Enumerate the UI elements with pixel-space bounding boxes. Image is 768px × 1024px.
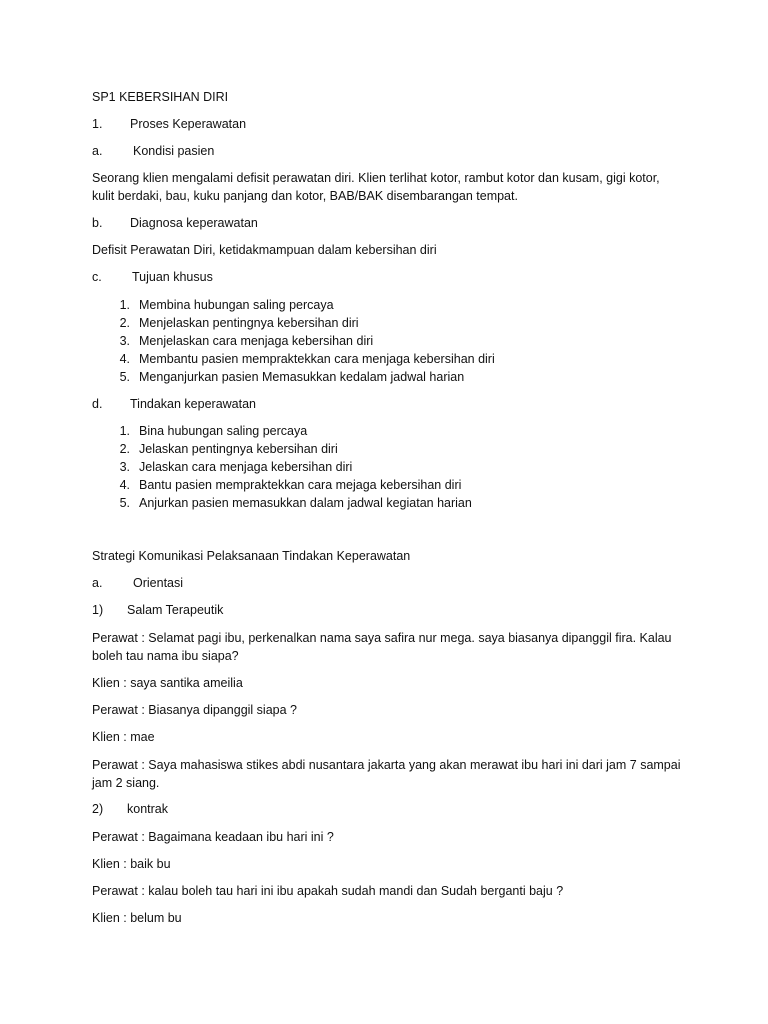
- tujuan-item-number: 4.: [119, 352, 130, 366]
- tindakan-item-number: 1.: [119, 424, 130, 438]
- tujuan-item-number: 5.: [119, 370, 130, 384]
- tujuan-item: Menjelaskan pentingnya kebersihan diri: [139, 316, 359, 330]
- tindakan-item: Jelaskan pentingnya kebersihan diri: [139, 442, 338, 456]
- tujuan-item: Menganjurkan pasien Memasukkan kedalam jadwal harian: [139, 370, 465, 384]
- tindakan-item: Anjurkan pasien memasukkan dalam jadwal kegiatan harian: [139, 496, 472, 510]
- tujuan-item-number: 2.: [119, 316, 130, 330]
- diagnosa-paragraph: Defisit Perawatan Diri, ketidakmampuan dalam kebersihan diri: [92, 243, 437, 257]
- salam-heading: Salam Terapeutik: [127, 603, 224, 617]
- subsection-a-marker: a.: [92, 144, 103, 158]
- dialog-line: Perawat : Saya mahasiswa stikes abdi nusantara jakarta yang akan merawat ibu hari ini dari jam 7 sampai jam 2 siang.: [92, 758, 681, 790]
- subsection-d-marker: d.: [92, 397, 103, 411]
- dialog-line: Klien : baik bu: [92, 857, 171, 871]
- tindakan-item-number: 4.: [119, 478, 130, 492]
- section-1-heading: Proses Keperawatan: [130, 117, 247, 131]
- section-1-marker: 1.: [92, 117, 103, 131]
- tindakan-item: Jelaskan cara menjaga kebersihan diri: [139, 460, 353, 474]
- tujuan-item: Membina hubungan saling percaya: [139, 298, 334, 312]
- dialog-line: Perawat : kalau boleh tau hari ini ibu apakah sudah mandi dan Sudah berganti baju ?: [92, 884, 564, 898]
- dialog-line: Perawat : Selamat pagi ibu, perkenalkan nama saya safira nur mega. saya biasanya dipanggil fira. Kalau boleh tau nama ibu siapa?: [92, 631, 672, 663]
- tindakan-item-number: 3.: [119, 460, 130, 474]
- strategi-heading: Strategi Komunikasi Pelaksanaan Tindakan Keperawatan: [92, 549, 411, 563]
- salam-marker: 1): [92, 603, 104, 617]
- kontrak-heading: kontrak: [127, 802, 168, 816]
- tindakan-item-number: 2.: [119, 442, 130, 456]
- tindakan-item: Bantu pasien mempraktekkan cara mejaga kebersihan diri: [139, 478, 462, 492]
- dialog-line: Perawat : Bagaimana keadaan ibu hari ini ?: [92, 830, 334, 844]
- tujuan-item: Membantu pasien mempraktekkan cara menjaga kebersihan diri: [139, 352, 495, 366]
- subsection-b-heading: Diagnosa keperawatan: [130, 216, 258, 230]
- dialog-line: Perawat : Biasanya dipanggil siapa ?: [92, 703, 297, 717]
- subsection-a-heading: Kondisi pasien: [133, 144, 215, 158]
- orientasi-heading: Orientasi: [133, 576, 184, 590]
- dialog-line: Klien : mae: [92, 730, 155, 744]
- tujuan-item: Menjelaskan cara menjaga kebersihan diri: [139, 334, 374, 348]
- tindakan-item: Bina hubungan saling percaya: [139, 424, 308, 438]
- dialog-line: Klien : belum bu: [92, 911, 182, 925]
- subsection-c-heading: Tujuan khusus: [132, 270, 213, 284]
- orientasi-marker: a.: [92, 576, 103, 590]
- kondisi-paragraph: Seorang klien mengalami defisit perawatan diri. Klien terlihat kotor, rambut kotor dan kusam, gigi kotor, kulit berdaki, bau, kuku panjang dan kotor, BAB/BAK disembarangan tempat.: [92, 171, 660, 203]
- tujuan-item-number: 3.: [119, 334, 130, 348]
- subsection-d-heading: Tindakan keperawatan: [130, 397, 257, 411]
- subsection-c-marker: c.: [92, 270, 102, 284]
- document-title: SP1 KEBERSIHAN DIRI: [92, 90, 229, 104]
- tujuan-item-number: 1.: [119, 298, 130, 312]
- dialog-line: Klien : saya santika ameilia: [92, 676, 243, 690]
- tindakan-item-number: 5.: [119, 496, 130, 510]
- subsection-b-marker: b.: [92, 216, 103, 230]
- kontrak-marker: 2): [92, 802, 104, 816]
